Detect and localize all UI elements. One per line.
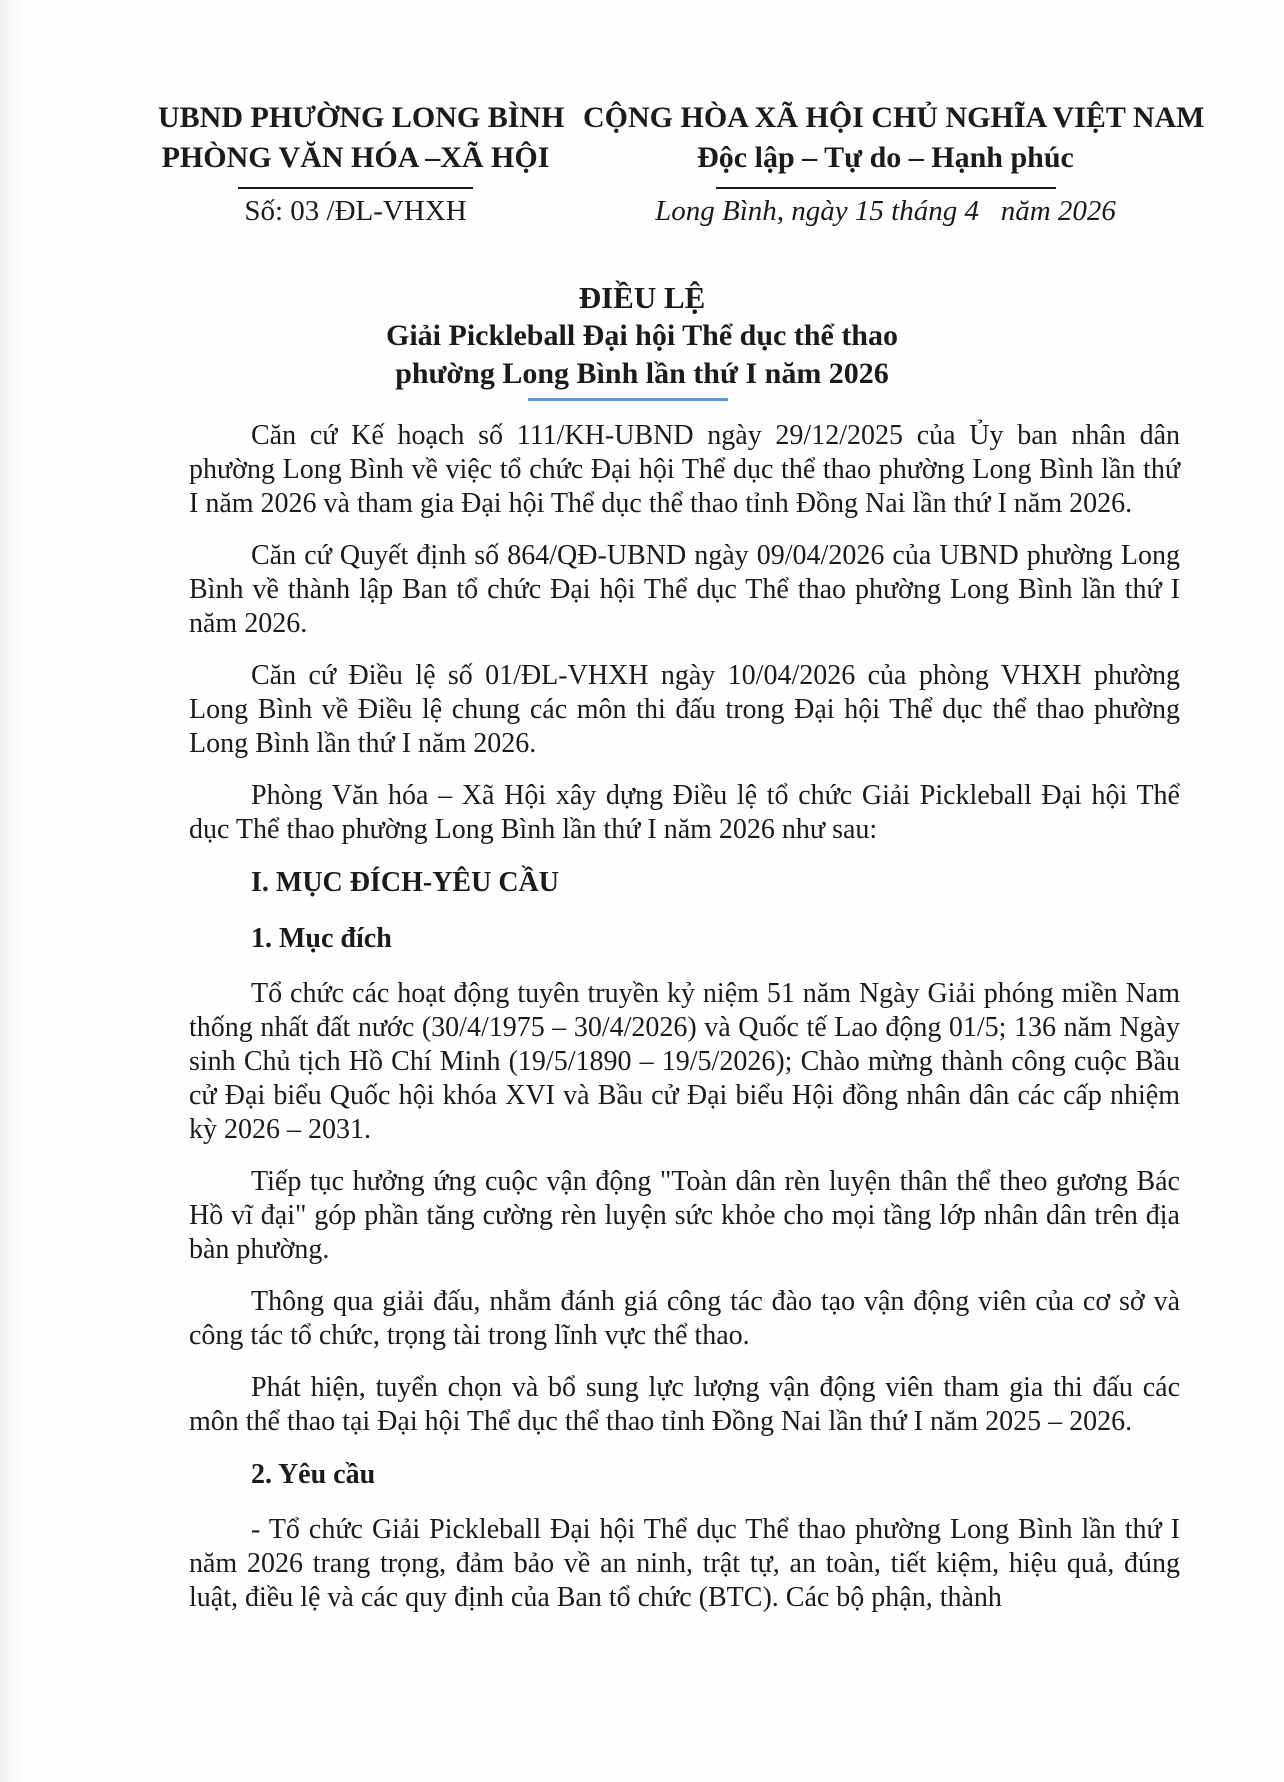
- doc-subtitle-line2: phường Long Bình lần thứ I năm 2026: [395, 357, 889, 390]
- page-left-edge: [0, 0, 26, 1782]
- paragraph-basis-decision: Căn cứ Quyết định số 864/QĐ-UBND ngày 09/04/2026 của UBND phường Long Bình về thành lập Ban tổ chức Đại hội Thể dục Thể thao phường Long Bình lần thứ I năm 2026.: [189, 540, 1180, 639]
- national-header-block: [583, 98, 1205, 231]
- doc-subtitle-line1: Giải Pickleball Đại hội Thể dục thể thao: [385, 319, 898, 352]
- paragraph-propaganda-anniversaries: Tổ chức các hoạt động tuyên truyền kỷ niệm 51 năm Ngày Giải phóng miền Nam thống nhất đất nước (30/4/1975 – 30/4/2026) và Quốc tế Lao động 01/5; 136 năm Ngày sinh Chủ tịch Hồ Chí Minh (19/5/1890 – 19/5/2026); Chào mừng thành công cuộc Bầu cử Đại biểu Quốc hội khóa XVI và Bầu cử Đại biểu Hội đồng nhân dân các cấp nhiệm kỳ 2026 – 2031.: [189, 978, 1180, 1145]
- paragraph-intro: Phòng Văn hóa – Xã Hội xây dựng Điều lệ tổ chức Giải Pickleball Đại hội Thể dục Thể thao phường Long Bình lần thứ I năm 2026 như sau:: [189, 780, 1180, 845]
- paragraph-basis-regulation: Căn cứ Điều lệ số 01/ĐL-VHXH ngày 10/04/2026 của phòng VHXH phường Long Bình về Điều lệ chung các môn thi đấu trong Đại hội Thể dục thể thao phường Long Bình lần thứ I năm 2026.: [189, 660, 1180, 759]
- national-name: CỘNG HÒA XÃ HỘI CHỦ NGHĨA VIỆT NAM: [583, 101, 1205, 134]
- doc-number: Số: 03 /ĐL-VHXH: [244, 195, 467, 227]
- document-header: [0, 0, 1284, 231]
- paragraph-exercise-movement: Tiếp tục hưởng ứng cuộc vận động "Toàn dân rèn luyện thân thể theo gương Bác Hồ vĩ đại" góp phần tăng cường rèn luyện sức khỏe cho mọi tầng lớp nhân dân trên địa bàn phường.: [189, 1166, 1180, 1265]
- place-date-line: Long Bình, ngày 15 tháng 4 năm 2026: [655, 195, 1116, 227]
- subsection-heading-requirements: 2. Yêu cầu: [251, 1459, 376, 1490]
- section-heading-purpose-requirements: I. MỤC ĐÍCH-YÊU CẦU: [251, 867, 559, 898]
- paragraph-organization-requirement: - Tổ chức Giải Pickleball Đại hội Thể dục Thể thao phường Long Bình lần thứ I năm 2026 trang trọng, đảm bảo về an ninh, trật tự, an toàn, tiết kiệm, hiệu quả, đúng luật, điều lệ và các quy định của Ban tổ chức (BTC). Các bộ phận, thành: [189, 1514, 1180, 1613]
- org-department: PHÒNG VĂN HÓA –XÃ HỘI: [161, 141, 550, 174]
- document-title-block: [0, 279, 1284, 401]
- motto-underline: [716, 187, 1056, 189]
- org-underline: [238, 187, 473, 189]
- paragraph-evaluation: Thông qua giải đấu, nhằm đánh giá công tác đào tạo vận động viên của cơ sở và công tác tổ chức, trọng tài trong lĩnh vực thể thao.: [189, 1286, 1180, 1351]
- doc-title: ĐIỀU LỆ: [578, 280, 706, 315]
- subsection-heading-purpose: 1. Mục đích: [251, 923, 392, 954]
- paragraph-basis-plan: Căn cứ Kế hoạch số 111/KH-UBND ngày 29/12/2025 của Ủy ban nhân dân phường Long Bình về việc tổ chức Đại hội Thể dục thể thao phường Long Bình lần thứ I năm 2026 và tham gia Đại hội Thể dục thể thao tỉnh Đồng Nai lần thứ I năm 2026.: [189, 420, 1180, 519]
- title-accent-rule: [528, 398, 728, 401]
- document-body: [189, 419, 1180, 1615]
- national-motto: Độc lập – Tự do – Hạnh phúc: [697, 141, 1074, 174]
- org-name: UBND PHƯỜNG LONG BÌNH: [158, 101, 565, 134]
- paragraph-talent-selection: Phát hiện, tuyển chọn và bổ sung lực lượng vận động viên tham gia thi đấu các môn thể thao tại Đại hội Thể dục thể thao tỉnh Đồng Nai lần thứ I năm 2025 – 2026.: [189, 1372, 1180, 1437]
- issuing-org-block: [158, 98, 565, 231]
